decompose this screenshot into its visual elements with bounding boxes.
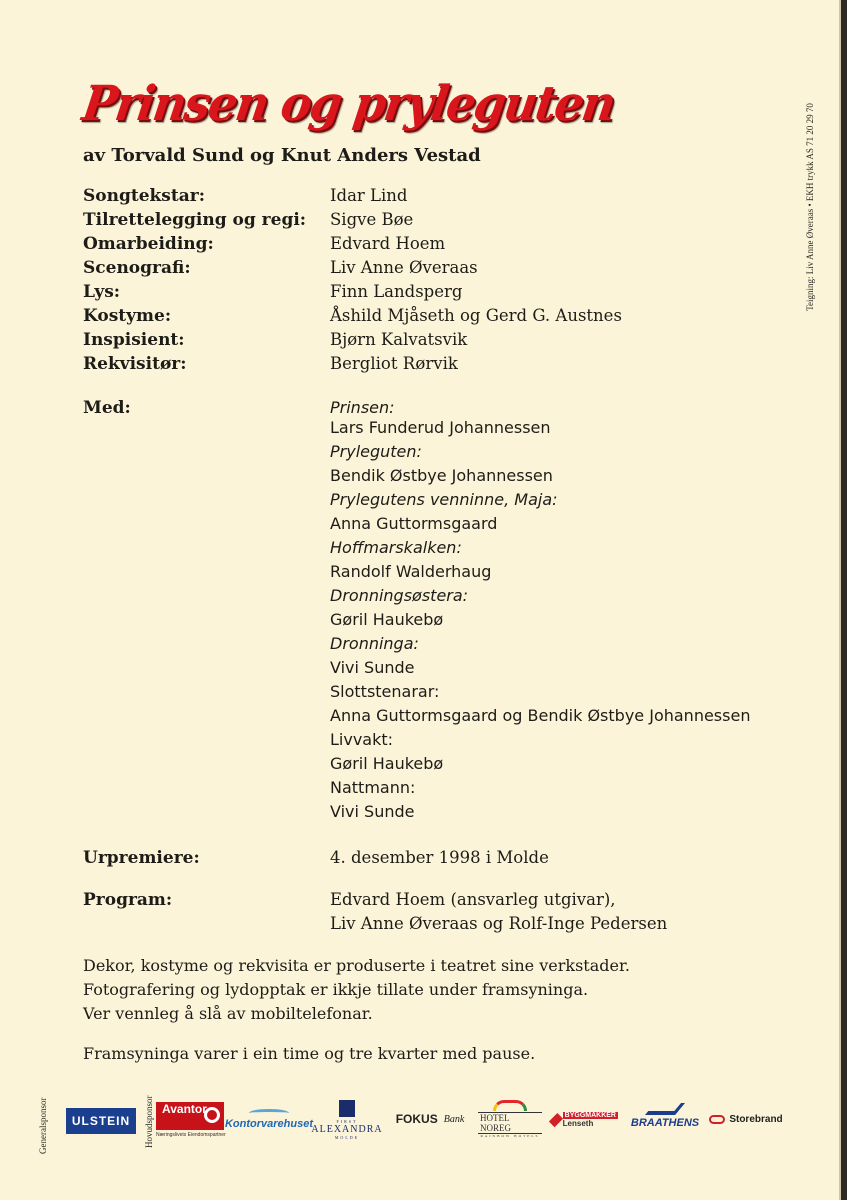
credit-value: Sigve Bøe — [330, 210, 414, 229]
rainbow-icon — [493, 1100, 527, 1111]
wing-icon — [645, 1103, 685, 1115]
premiere-label: Urpremiere: — [83, 848, 200, 868]
credit-row — [83, 352, 803, 376]
storebrand-text: Storebrand — [729, 1113, 783, 1125]
side-credit-text: Teigning: Liv Anne Øveraas • EKH trykk AS 71 20 29 70 — [805, 103, 815, 311]
cast-role: Livvakt: — [330, 730, 394, 749]
credit-row — [83, 280, 803, 304]
credit-label: Tilrettelegging og regi: — [83, 210, 307, 230]
cast-actor: Lars Funderud Johannessen — [330, 418, 551, 437]
hotel-noreg-logo — [478, 1100, 542, 1138]
credit-label: Kostyme: — [83, 306, 172, 326]
braathens-logo — [628, 1098, 702, 1134]
cast-role: Hoffmarskalken: — [330, 538, 462, 557]
avantor-ring-icon — [204, 1107, 220, 1123]
byggmakker-icon — [549, 1113, 563, 1127]
cast-row — [83, 416, 803, 440]
kontorvarehuset-text: Kontorvarehuset — [224, 1117, 314, 1130]
byggmakker-text: BYGGMAKKER — [564, 1112, 616, 1119]
crest-icon — [339, 1100, 355, 1117]
fokus-text: FOKUS — [395, 1112, 438, 1126]
premiere-row — [83, 846, 803, 870]
cast-row — [83, 728, 803, 752]
main-sponsor-label: Hovudsponsor — [144, 1095, 154, 1148]
lenseth-text: Lenseth — [562, 1119, 594, 1128]
general-sponsor-label: Generalsponsor — [38, 1097, 48, 1154]
credit-row — [83, 256, 803, 280]
credit-row — [83, 304, 803, 328]
note-line: Dekor, kostyme og rekvisita er produserte i teatret sine verkstader. — [83, 956, 630, 975]
credit-row — [83, 232, 803, 256]
note-line: Ver vennleg å slå av mobiltelefonar. — [83, 1004, 373, 1023]
premiere-value: 4. desember 1998 i Molde — [330, 848, 549, 867]
credit-value: Liv Anne Øveraas — [330, 258, 478, 277]
program-value-line2: Liv Anne Øveraas og Rolf-Inge Pedersen — [330, 914, 668, 933]
credit-row — [83, 184, 803, 208]
cast-actor: Anna Guttormsgaard — [330, 514, 498, 533]
cast-actor: Vivi Sunde — [330, 802, 415, 821]
binding-edge — [841, 0, 847, 1200]
cast-row — [83, 680, 803, 704]
cast-actor: Bendik Østbye Johannessen — [330, 466, 553, 485]
cast-role: Pryleguten: — [330, 442, 422, 461]
credit-value: Bergliot Rørvik — [330, 354, 458, 373]
wave-icon — [249, 1109, 289, 1117]
cast-row — [83, 776, 803, 800]
cast-row — [83, 608, 803, 632]
cast-row — [83, 632, 803, 656]
alexandra-sub: MOLDE — [334, 1135, 360, 1140]
alexandra-text: ALEXANDRA — [311, 1124, 383, 1135]
credit-label: Omarbeiding: — [83, 234, 214, 254]
kontorvarehuset-logo — [224, 1108, 314, 1130]
alexandra-top: FIRST — [336, 1119, 358, 1124]
avantor-text: Avantor — [162, 1102, 207, 1116]
cast-role: Dronningsøstera: — [330, 586, 469, 605]
cast-row — [83, 488, 803, 512]
credit-label: Rekvisitør: — [83, 354, 187, 374]
cast-actor: Anna Guttormsgaard og Bendik Østbye Johannessen — [330, 706, 751, 725]
cast-row — [83, 512, 803, 536]
fokus-bank-logo — [392, 1108, 468, 1130]
alexandra-logo — [312, 1100, 382, 1140]
cast-role: Dronninga: — [330, 634, 419, 653]
cast-actor: Gøril Haukebø — [330, 610, 444, 629]
cast-actor: Gøril Haukebø — [330, 754, 444, 773]
braathens-text: BRAATHENS — [630, 1117, 700, 1129]
avantor-logo — [156, 1102, 226, 1138]
credit-value: Åshild Mjåseth og Gerd G. Austnes — [330, 306, 622, 325]
program-row — [83, 888, 803, 912]
credit-value: Bjørn Kalvatsvik — [330, 330, 468, 349]
credit-label: Inspisient: — [83, 330, 185, 350]
cast-role: Nattmann: — [330, 778, 416, 797]
duration-line: Framsyninga varer i ein time og tre kvarter med pause. — [83, 1044, 536, 1063]
hotel-noreg-text: HOTEL NOREG — [478, 1112, 542, 1134]
byggmakker-logo — [552, 1106, 618, 1134]
cast-row — [83, 584, 803, 608]
program-row — [83, 912, 803, 936]
authors-line: av Torvald Sund og Knut Anders Vestad — [83, 145, 481, 166]
cast-row — [83, 440, 803, 464]
cast-row — [83, 536, 803, 560]
cast-role: Prylegutens venninne, Maja: — [330, 490, 558, 509]
credit-row — [83, 328, 803, 352]
cast-row — [83, 656, 803, 680]
play-title: Prinsen og pryleguten — [79, 74, 618, 132]
credit-row — [83, 208, 803, 232]
cast-label: Med: — [83, 398, 131, 418]
cast-row — [83, 704, 803, 728]
cast-actor: Vivi Sunde — [330, 658, 415, 677]
cast-role: Prinsen: — [330, 398, 395, 417]
cast-row — [83, 464, 803, 488]
cast-role: Slottstenarar: — [330, 682, 440, 701]
ulstein-text: ULSTEIN — [71, 1114, 131, 1128]
note-line: Fotografering og lydopptak er ikkje tillate under framsyninga. — [83, 980, 589, 999]
credit-value: Edvard Hoem — [330, 234, 446, 253]
rainbow-hotels-text: RAINBOW HOTELS — [480, 1134, 540, 1138]
cast-actor: Randolf Walderhaug — [330, 562, 492, 581]
storebrand-icon — [709, 1115, 725, 1124]
fokus-bank-text: Bank — [443, 1113, 465, 1125]
program-value-line1: Edvard Hoem (ansvarleg utgivar), — [330, 890, 616, 909]
credit-label: Scenografi: — [83, 258, 191, 278]
credit-label: Lys: — [83, 282, 121, 302]
credit-label: Songtekstar: — [83, 186, 205, 206]
cast-row — [83, 560, 803, 584]
binding-shadow — [839, 0, 841, 1200]
program-label: Program: — [83, 890, 173, 910]
storebrand-logo — [706, 1108, 786, 1130]
credit-value: Finn Landsperg — [330, 282, 463, 301]
cast-row — [83, 752, 803, 776]
avantor-tagline: Næringslivets Eiendomspartner — [156, 1132, 226, 1138]
ulstein-logo — [66, 1108, 136, 1134]
credit-value: Idar Lind — [330, 186, 408, 205]
cast-row — [83, 800, 803, 824]
